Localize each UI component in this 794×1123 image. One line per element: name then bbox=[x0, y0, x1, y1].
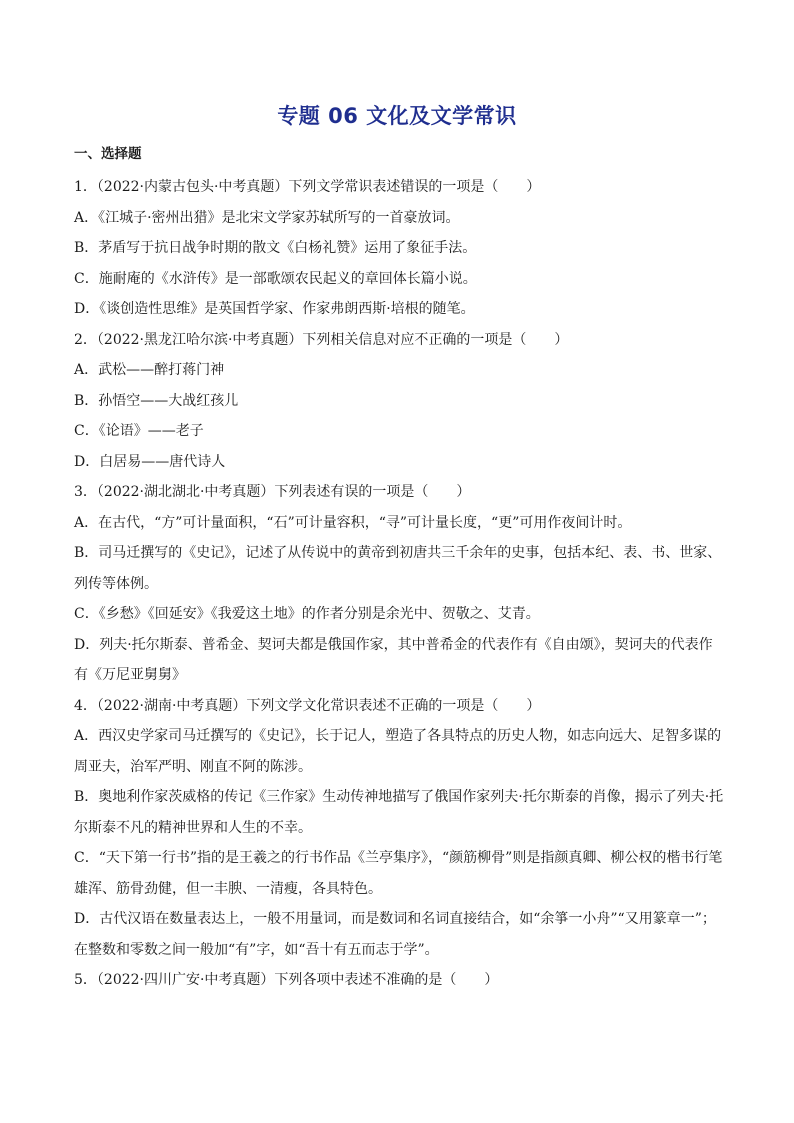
option-d: D．列夫·托尔斯泰、普希金、契诃夫都是俄国作家，其中普希金的代表作有《自由颂》，契诃夫的代表作有《万尼亚舅舅》 bbox=[74, 636, 713, 683]
question-4 bbox=[74, 691, 724, 966]
option-c: C．《论语》——老子 bbox=[74, 423, 204, 439]
page-title: 专题 06 文化及文学常识 bbox=[277, 104, 517, 128]
option-d: D．《谈创造性思维》是英国哲学家、作家弗朗西斯·培根的随笔。 bbox=[74, 301, 475, 317]
question-stem: 2．（2022·黑龙江哈尔滨·中考真题）下列相关信息对应不正确的一项是（ ） bbox=[74, 331, 569, 348]
section-heading: 一、选择题 bbox=[74, 146, 142, 162]
option-c: C．《乡愁》《回延安》《我爱这土地》的作者分别是余光中、贺敬之、艾青。 bbox=[74, 606, 540, 622]
question-1 bbox=[74, 172, 724, 325]
option-a: A．西汉史学家司马迁撰写的《史记》，长于记人，塑造了各具特点的历史人物，如志向远大、足智多谋的周亚夫，治军严明、刚直不阿的陈涉。 bbox=[74, 728, 722, 775]
option-d: D．白居易——唐代诗人 bbox=[74, 453, 226, 470]
option-b: B．孙悟空——大战红孩儿 bbox=[74, 392, 239, 409]
question-stem: 5．（2022·四川广安·中考真题）下列各项中表述不准确的是（ ） bbox=[74, 972, 499, 988]
question-5 bbox=[74, 965, 724, 996]
option-b: B．司马迁撰写的《史记》，记述了从传说中的黄帝到初唐共三千余年的史事，包括本纪、表、书、世家、列传等体例。 bbox=[74, 545, 722, 592]
question-2 bbox=[74, 325, 724, 478]
option-c: C．“天下第一行书”指的是王羲之的行书作品《兰亭集序》，“颜筋柳骨”则是指颜真卿、柳公权的楷书行笔雄浑、筋骨劲健，但一丰腴、一清瘦，各具特色。 bbox=[74, 850, 723, 897]
question-stem: 1．（2022·内蒙古包头·中考真题）下列文学常识表述错误的一项是（ ） bbox=[74, 179, 541, 195]
question-stem: 4．（2022·湖南·中考真题）下列文学文化常识表述不正确的一项是（ ） bbox=[74, 697, 541, 714]
option-b: B．茅盾写于抗日战争时期的散文《白杨礼赞》运用了象征手法。 bbox=[74, 240, 477, 256]
option-a: A．武松——醉打蒋门神 bbox=[74, 362, 225, 378]
question-3 bbox=[74, 477, 724, 691]
option-a: A．在古代，“方”可计量面积，“石”可计量容积，“寻”可计量长度，“更”可用作夜间计时。 bbox=[74, 514, 632, 531]
option-d: D．古代汉语在数量表达上，一般不用量词，而是数词和名词直接结合，如“余箏一小舟”“又用篆章一”；在整数和零数之间一般加“有”字，如“吾十有五而志于学”。 bbox=[74, 911, 716, 958]
question-stem: 3．（2022·湖北湖北·中考真题）下列表述有误的一项是（ ） bbox=[74, 484, 471, 500]
question-list bbox=[74, 140, 724, 996]
option-c: C．施耐庵的《水浒传》是一部歌颂农民起义的章回体长篇小说。 bbox=[74, 270, 477, 287]
option-a: A．《江城子·密州出猎》是北宋文学家苏轼所写的一首豪放词。 bbox=[74, 209, 460, 226]
option-b: B．奥地利作家茨威格的传记《三作家》生动传神地描写了俄国作家列夫·托尔斯泰的肖像，揭示了列夫·托尔斯泰不凡的精神世界和人生的不幸。 bbox=[74, 789, 724, 836]
